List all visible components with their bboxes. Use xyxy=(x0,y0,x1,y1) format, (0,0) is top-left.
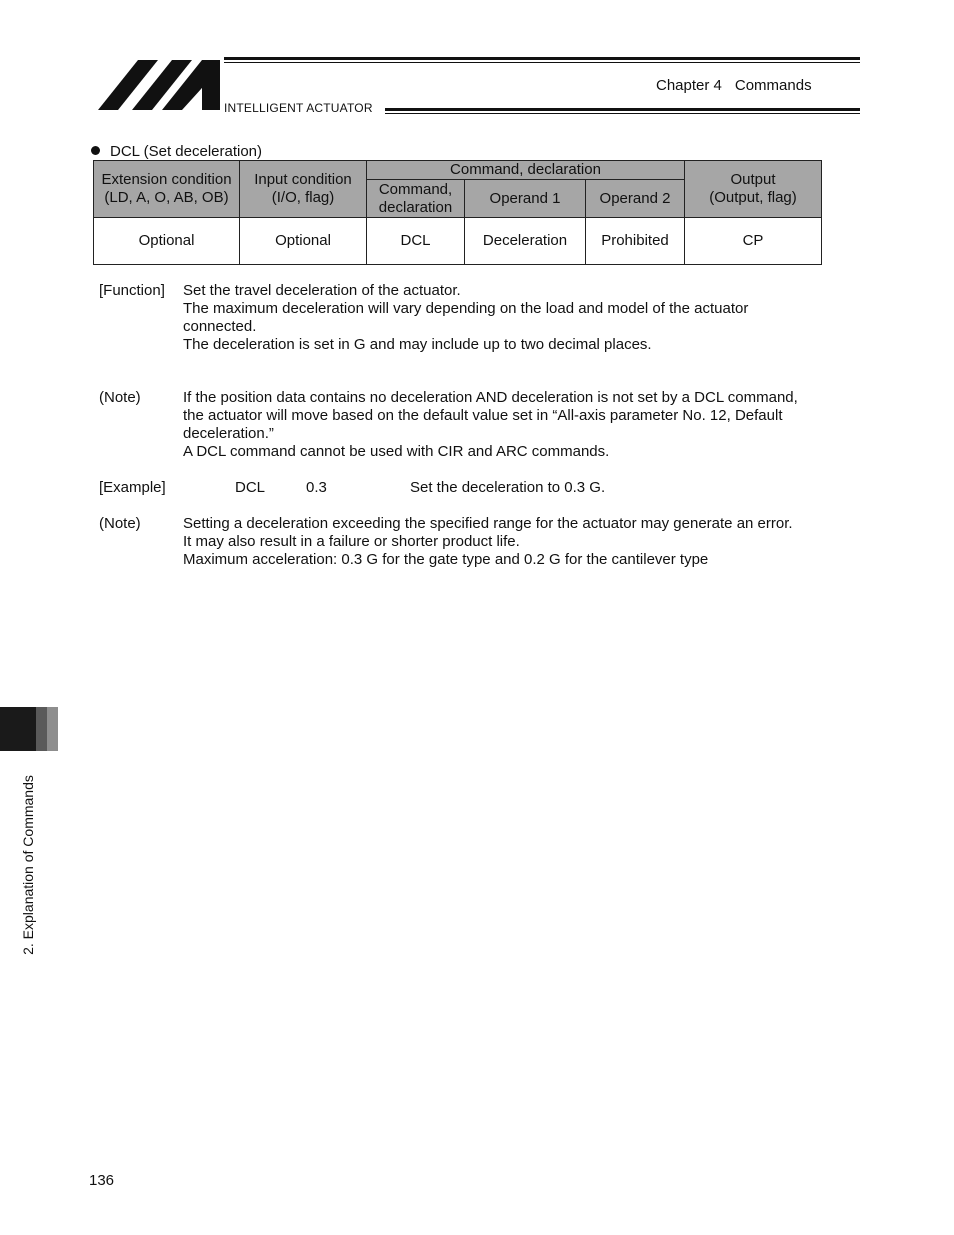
note-label: (Note) xyxy=(99,389,141,406)
cell-output: CP xyxy=(685,218,822,265)
header-extension-condition: Extension condition (LD, A, O, AB, OB) xyxy=(94,161,240,218)
header-operand-1: Operand 1 xyxy=(465,180,586,218)
cell-input: Optional xyxy=(240,218,367,265)
section-tab-dark xyxy=(0,707,36,751)
header-rule-bottom-thin xyxy=(385,113,860,114)
page-number: 136 xyxy=(89,1172,115,1189)
header-command-group: Command, declaration xyxy=(367,161,685,180)
header-operand-2: Operand 2 xyxy=(586,180,685,218)
header-input-condition: Input condition (I/O, flag) xyxy=(240,161,367,218)
header-rule-top-thin xyxy=(224,62,860,63)
section-tab-light xyxy=(47,707,58,751)
brand-text: INTELLIGENT ACTUATOR xyxy=(224,101,373,115)
cell-operand-1: Deceleration xyxy=(465,218,586,265)
table-row xyxy=(94,218,822,265)
chapter-title: Commands xyxy=(734,77,812,94)
cell-command: DCL xyxy=(367,218,465,265)
chapter-heading xyxy=(656,77,812,94)
header-command-declaration: Command, declaration xyxy=(367,180,465,218)
cell-operand-2: Prohibited xyxy=(586,218,685,265)
note-text: If the position data contains no deceleration AND deceleration is not set by a DCL command, the actuator will move based on the default value set in “All-axis parameter No. 12, Default deceleration.” A DCL command cannot be used with CIR and ARC commands. xyxy=(183,389,798,460)
section-title-text: DCL (Set deceleration) xyxy=(110,143,263,160)
bullet-icon xyxy=(91,146,100,155)
note-label-2: (Note) xyxy=(99,515,141,532)
function-text: Set the travel deceleration of the actuator. The maximum deceleration will vary depending on the load and model of the actuator connected. The deceleration is set in G and may include up to two decimal places. xyxy=(183,282,749,353)
header-output: Output (Output, flag) xyxy=(685,161,822,218)
section-tab-mid xyxy=(36,707,47,751)
command-spec-table xyxy=(93,160,822,265)
note-text-2: Setting a deceleration exceeding the specified range for the actuator may generate an error. It may also result in a failure or shorter product life. Maximum acceleration: 0.3 G for the gate type and 0.2 G for the cantilever type xyxy=(183,515,793,568)
iai-logo xyxy=(98,58,220,112)
section-title xyxy=(91,143,262,160)
function-label: [Function] xyxy=(99,282,165,299)
header-rule-top xyxy=(224,57,860,60)
sidebar-section-label: 2. Explanation of Commands xyxy=(20,775,36,955)
example-label: [Example] xyxy=(99,479,166,496)
example-command: DCL xyxy=(235,479,266,496)
header-rule-bottom xyxy=(385,108,860,111)
example-operand: 0.3 xyxy=(306,479,327,496)
example-description: Set the deceleration to 0.3 G. xyxy=(410,479,606,496)
cell-extension: Optional xyxy=(94,218,240,265)
chapter-label: Chapter 4 xyxy=(656,77,722,94)
